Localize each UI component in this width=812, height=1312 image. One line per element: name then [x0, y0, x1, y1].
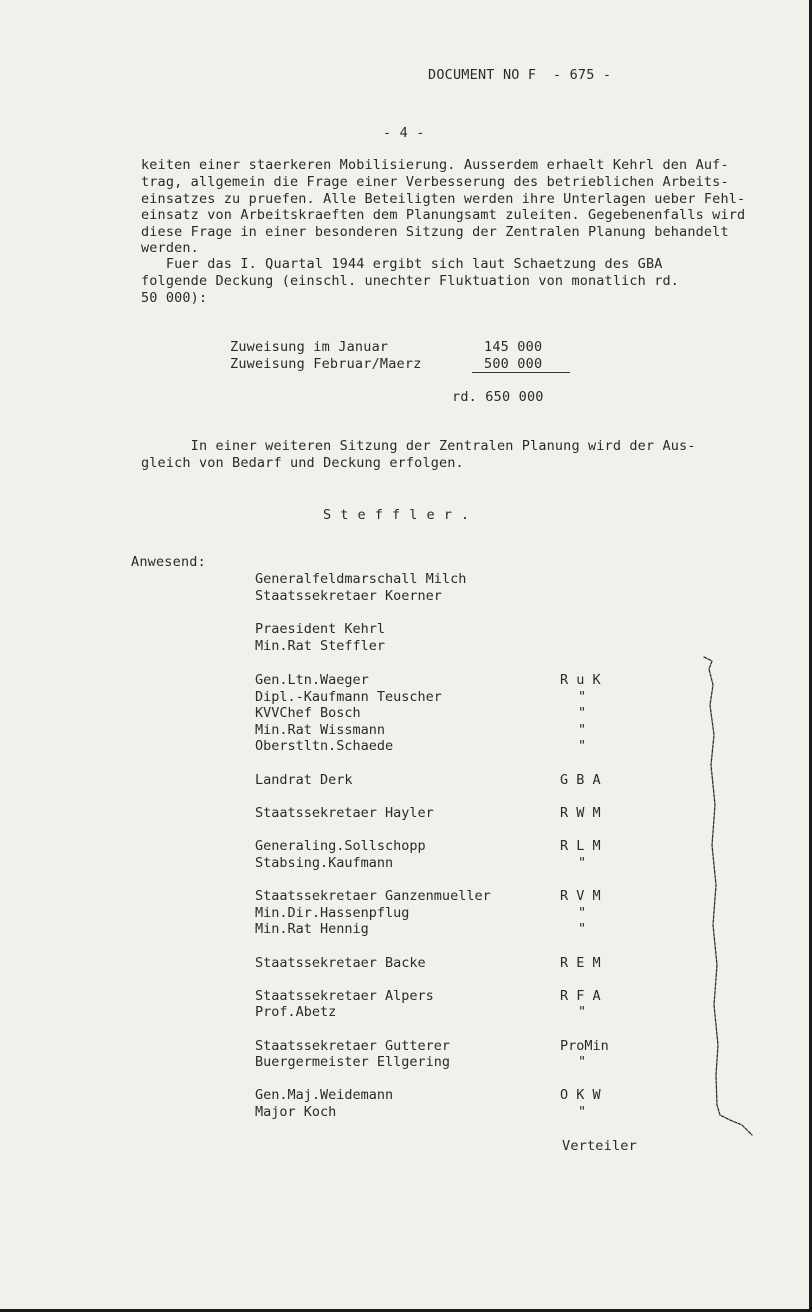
attendee-org: "	[578, 705, 587, 721]
signature: S t e f f l e r .	[323, 507, 470, 523]
attendee-name: Staatssekretaer Backe	[255, 955, 426, 971]
table-row-label: Zuweisung im Januar	[230, 339, 389, 355]
document-reference: DOCUMENT NO F - 675 -	[428, 67, 612, 83]
attendee-org: "	[578, 1004, 587, 1020]
attendee-name: Staatssekretaer Koerner	[255, 588, 442, 604]
attendee-org: G B A	[560, 772, 601, 788]
attendee-name: Generaling.Sollschopp	[255, 838, 426, 854]
text-line: folgende Deckung (einschl. unechter Fluktuation von monatlich rd.	[141, 273, 680, 289]
attendee-org: "	[578, 689, 587, 705]
attendee-org: "	[578, 722, 587, 738]
attendee-org: ProMin	[560, 1038, 609, 1054]
page-number: - 4 -	[383, 125, 425, 141]
text-line: trag, allgemein die Frage einer Verbesserung des betrieblichen Arbeits-	[141, 174, 729, 190]
attendee-name: Major Koch	[255, 1104, 337, 1120]
attendee-name: Staatssekretaer Gutterer	[255, 1038, 451, 1054]
table-total: rd. 650 000	[452, 389, 544, 405]
text-line: einsatzes zu pruefen. Alle Beteiligten werden ihre Unterlagen ueber Fehl-	[141, 191, 746, 207]
table-row-value: 145 000	[484, 339, 543, 355]
text-line: 50 000):	[141, 290, 208, 306]
text-line: gleich von Bedarf und Deckung erfolgen.	[141, 455, 464, 471]
attendee-name: Generalfeldmarschall Milch	[255, 571, 467, 587]
attendee-org: R u K	[560, 672, 601, 688]
attendee-name: KVVChef Bosch	[255, 705, 361, 721]
attendee-name: Min.Rat Hennig	[255, 921, 369, 937]
attendee-name: Buergermeister Ellgering	[255, 1054, 451, 1070]
attendee-name: Stabsing.Kaufmann	[255, 855, 394, 871]
attendee-name: Praesident Kehrl	[255, 621, 386, 637]
table-row-label: Zuweisung Februar/Maerz	[230, 356, 422, 372]
text-line: diese Frage in einer besonderen Sitzung der Zentralen Planung behandelt	[141, 224, 729, 240]
attendee-org: O K W	[560, 1087, 601, 1103]
attendee-org: "	[578, 1054, 587, 1070]
attendee-org: "	[578, 738, 587, 754]
attendee-org: R E M	[560, 955, 601, 971]
text-line: werden.	[141, 240, 199, 256]
attendee-name: Landrat Derk	[255, 772, 353, 788]
attendee-org: R V M	[560, 888, 601, 904]
attendee-name: Oberstltn.Schaede	[255, 738, 394, 754]
attendee-org: R L M	[560, 838, 601, 854]
attendee-name: Staatssekretaer Alpers	[255, 988, 434, 1004]
attendee-org: "	[578, 905, 587, 921]
attendee-name: Gen.Maj.Weidemann	[255, 1087, 394, 1103]
attendee-org: "	[578, 1104, 587, 1120]
text-line: In einer weiteren Sitzung der Zentralen Planung wird der Aus-	[141, 438, 696, 454]
attendee-org: "	[578, 855, 587, 871]
text-line: keiten einer staerkeren Mobilisierung. Ausserdem erhaelt Kehrl den Auf-	[141, 157, 729, 173]
attendee-org: R F A	[560, 988, 601, 1004]
attendee-org: "	[578, 921, 587, 937]
attendee-name: Staatssekretaer Ganzenmueller	[255, 888, 491, 904]
attendee-name: Gen.Ltn.Waeger	[255, 672, 369, 688]
text-line: einsatz von Arbeitskraeften dem Planungsamt zuleiten. Gegebenenfalls wird	[141, 207, 746, 223]
margin-marker-line	[700, 655, 760, 1145]
table-row-value: 500 000	[472, 356, 570, 373]
attendee-name: Min.Dir.Hassenpflug	[255, 905, 410, 921]
attendee-name: Min.Rat Wissmann	[255, 722, 386, 738]
attendance-label: Anwesend:	[131, 554, 206, 570]
distribution-label: Verteiler	[562, 1138, 637, 1154]
attendee-name: Min.Rat Steffler	[255, 638, 386, 654]
attendee-name: Prof.Abetz	[255, 1004, 337, 1020]
text-line: Fuer das I. Quartal 1944 ergibt sich laut Schaetzung des GBA	[141, 256, 663, 272]
attendee-name: Staatssekretaer Hayler	[255, 805, 434, 821]
attendee-org: R W M	[560, 805, 601, 821]
attendee-name: Dipl.-Kaufmann Teuscher	[255, 689, 442, 705]
